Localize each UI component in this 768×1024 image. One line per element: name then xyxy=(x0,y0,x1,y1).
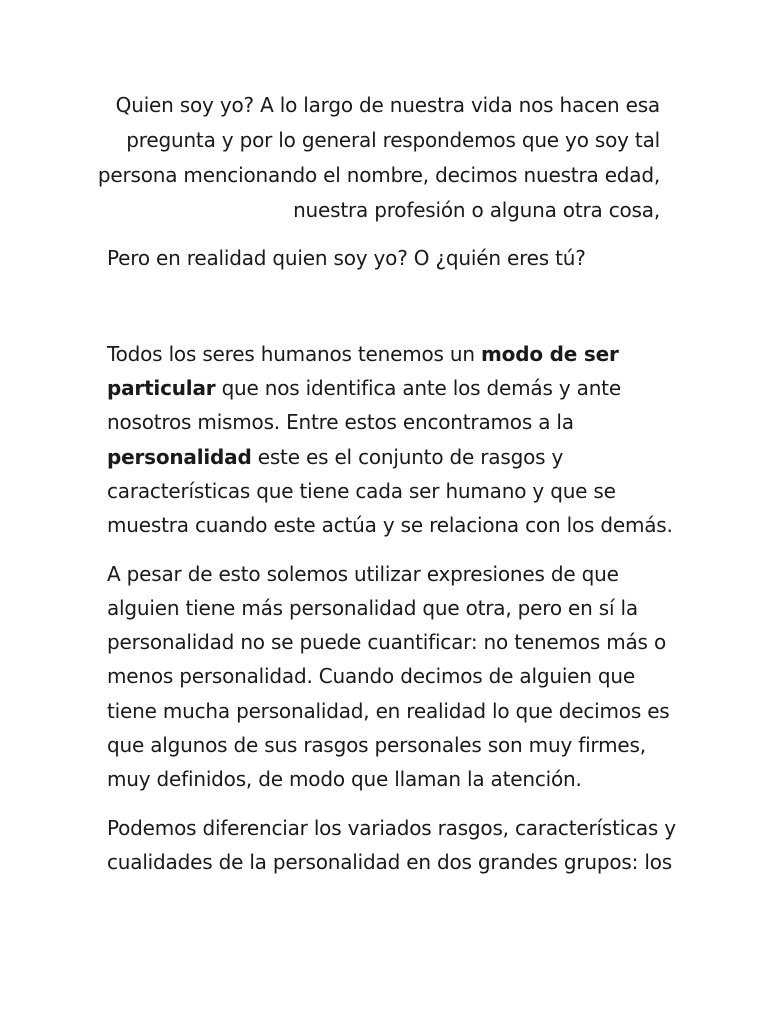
paragraph-line: Podemos diferenciar los variados rasgos, características y xyxy=(107,816,676,840)
paragraph-text: Todos los seres humanos tenemos un xyxy=(107,342,482,366)
paragraph-line: cualidades de la personalidad en dos grandes grupos: los xyxy=(107,850,672,874)
paragraph-line: características que tiene cada ser humano y que se xyxy=(107,479,616,503)
intro-line: persona mencionando el nombre, decimos nuestra edad, xyxy=(97,163,660,187)
bold-term: particular xyxy=(107,376,216,400)
paragraph-line: personalidad no se puede cuantificar: no tenemos más o xyxy=(107,630,666,654)
paragraph-line xyxy=(107,371,621,405)
paragraph-line: muy definidos, de modo que llaman la atención. xyxy=(107,767,582,791)
bold-term: personalidad xyxy=(107,445,252,469)
paragraph-text: que nos identifica ante los demás y ante xyxy=(215,376,621,400)
paragraph-line: menos personalidad. Cuando decimos de alguien que xyxy=(107,664,635,688)
paragraph-line: que algunos de sus rasgos personales son muy firmes, xyxy=(107,733,646,757)
paragraph-line: alguien tiene más personalidad que otra, pero en sí la xyxy=(107,596,638,620)
paragraph-line xyxy=(107,337,619,371)
intro-line: nuestra profesión o alguna otra cosa, xyxy=(293,198,660,222)
paragraph-text: este es el conjunto de rasgos y xyxy=(251,445,564,469)
paragraph-line: muestra cuando este actúa y se relaciona con los demás. xyxy=(107,513,673,537)
intro-line: Quien soy yo? A lo largo de nuestra vida nos hacen esa xyxy=(115,93,660,117)
paragraph-line: nosotros mismos. Entre estos encontramos a la xyxy=(107,410,574,434)
intro-line: pregunta y por lo general respondemos que yo soy tal xyxy=(126,128,660,152)
question-line: Pero en realidad quien soy yo? O ¿quién eres tú? xyxy=(107,246,586,270)
paragraph-line: A pesar de esto solemos utilizar expresiones de que xyxy=(107,562,619,586)
paragraph-line xyxy=(107,440,563,474)
bold-term: modo de ser xyxy=(481,342,619,366)
paragraph-line: tiene mucha personalidad, en realidad lo que decimos es xyxy=(107,699,670,723)
